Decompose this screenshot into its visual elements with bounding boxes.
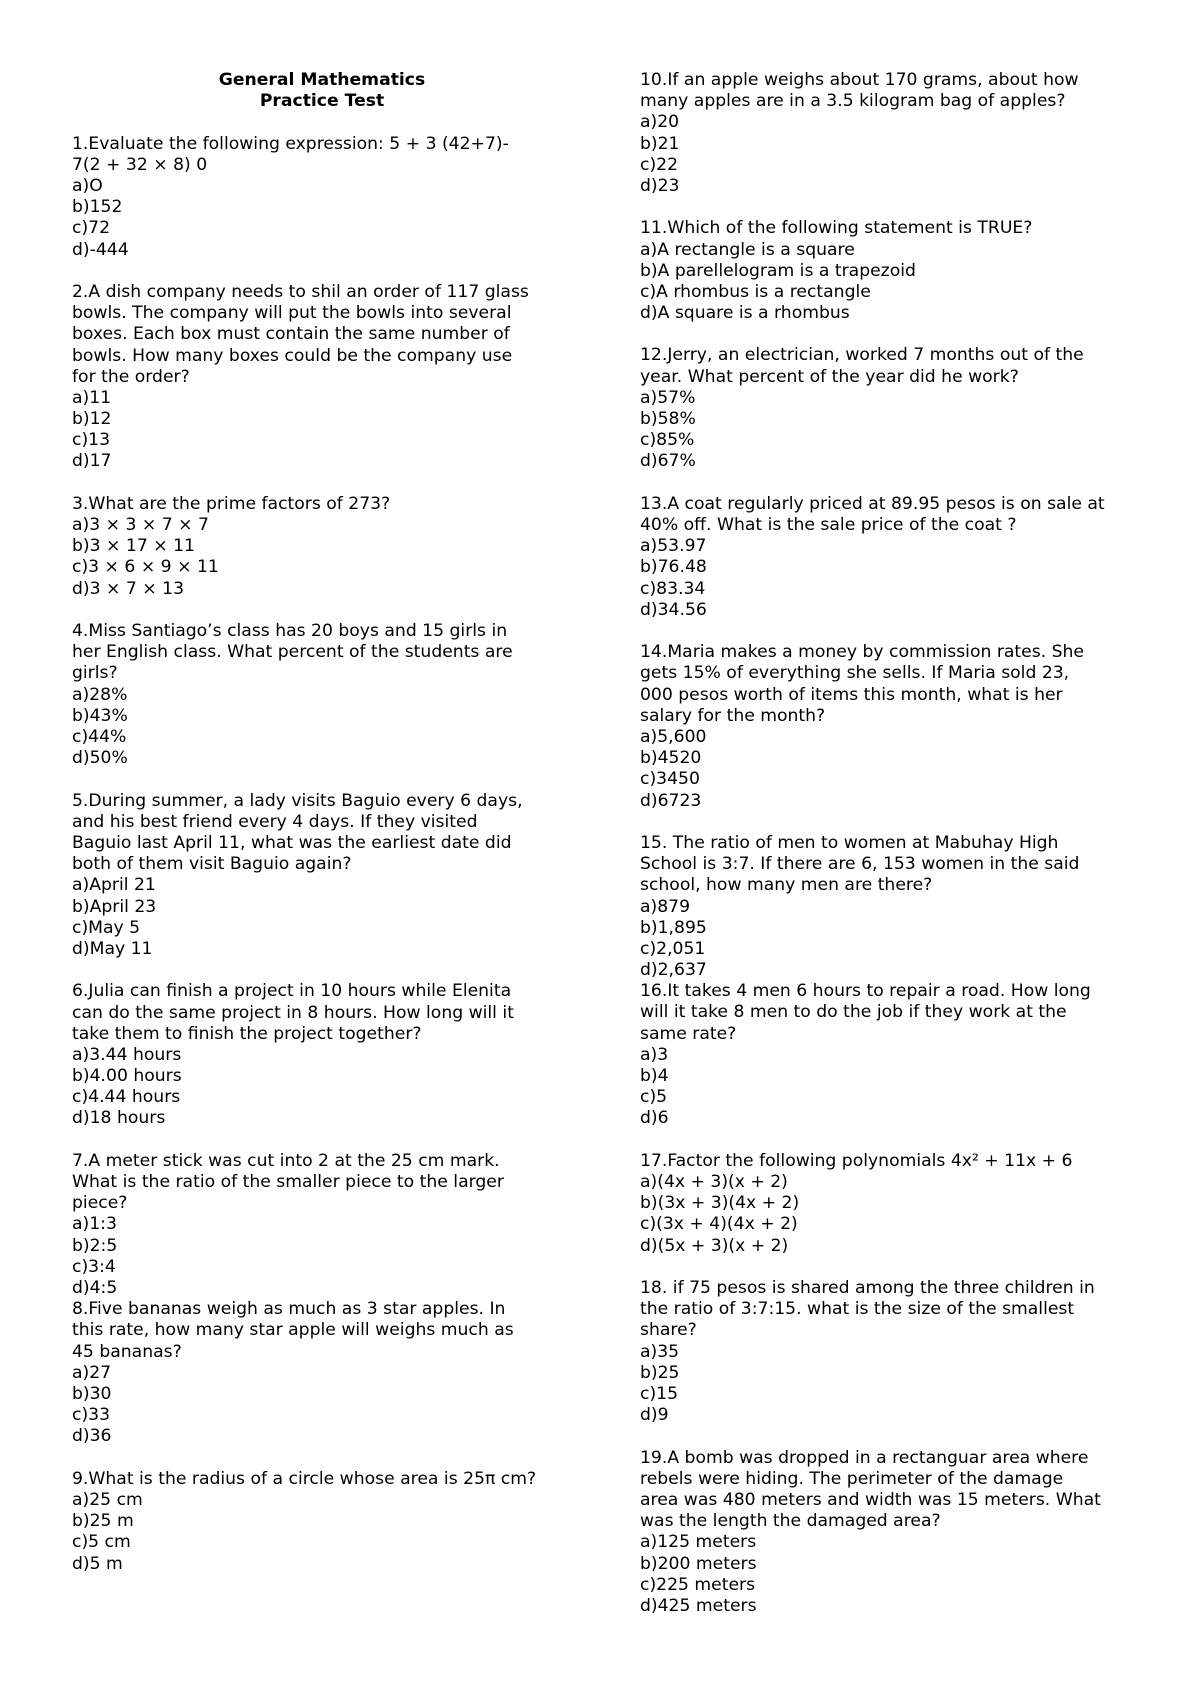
answer-choice: c)5 — [640, 1087, 668, 1108]
question-text: 4.Miss Santiago’s class has 20 boys and 15 girls in her English class. What percent of the students are girls? — [72, 621, 513, 684]
question-text: 3.What are the prime factors of 273? — [72, 493, 391, 514]
spacer — [640, 812, 1140, 833]
question-block — [640, 1448, 1140, 1618]
question-text: 17.Factor the following polynomials 4x² + 11x + 6 — [640, 1150, 1073, 1171]
answer-choice: c)A rhombus is a rectangle — [640, 281, 871, 302]
answer-choice: a)April 21 — [72, 875, 156, 896]
answer-choice: b)12 — [72, 409, 112, 430]
answer-choice: b)1,895 — [640, 917, 707, 938]
answer-choice: a)11 — [72, 387, 112, 408]
answer-choice: a)879 — [640, 896, 691, 917]
question-block — [640, 345, 1140, 472]
answer-choice: a)3.44 hours — [72, 1044, 182, 1065]
question-text: 12.Jerry, an electrician, worked 7 months out of the year. What percent of the year did he work? — [640, 345, 1084, 387]
question-block — [640, 981, 1140, 1129]
question-block — [72, 282, 572, 473]
answer-choice: d)9 — [640, 1405, 669, 1426]
question-text: 1.Evaluate the following expression: 5 + 3 (42+7)- 7(2 + 32 × 8) 0 — [72, 133, 509, 175]
answer-choice: b)25 — [640, 1362, 680, 1383]
question-text: 2.A dish company needs to shil an order of 117 glass bowls. The company will put the bowls into several boxes. Each box must contain the same number of bowls. How many boxes could be the company use for the order? — [72, 281, 529, 387]
document-title: General Mathematics — [218, 70, 426, 90]
spacer — [640, 621, 1140, 642]
answer-choice: b)4520 — [640, 748, 702, 769]
question-block — [72, 494, 572, 600]
document-subtitle: Practice Test — [259, 91, 385, 112]
spacer — [640, 1130, 1140, 1151]
spacer — [640, 473, 1140, 494]
answer-choice: b)152 — [72, 197, 123, 218]
spacer — [72, 261, 572, 282]
answer-choice: c)2,051 — [640, 938, 706, 959]
answer-choice: d)425 meters — [640, 1595, 757, 1616]
spacer — [72, 112, 572, 133]
answer-choice: d)May 11 — [72, 938, 153, 959]
answer-choice: d)2,637 — [640, 960, 707, 981]
question-text: 18. if 75 pesos is shared among the three children in the ratio of 3:7:15. what is the size of the smallest share? — [640, 1277, 1095, 1341]
spacer — [72, 600, 572, 621]
answer-choice: b)4.00 hours — [72, 1066, 182, 1087]
answer-choice: d)5 m — [72, 1553, 123, 1574]
answer-choice: c)225 meters — [640, 1574, 756, 1595]
left-column — [72, 70, 572, 1575]
answer-choice: b)2:5 — [72, 1235, 118, 1256]
answer-choice: b)25 m — [72, 1511, 134, 1532]
answer-choice: b)A parellelogram is a trapezoid — [640, 260, 916, 281]
answer-choice: a)20 — [640, 112, 680, 133]
question-text: 10.If an apple weighs about 170 grams, about how many apples are in a 3.5 kilogram bag of apples? — [640, 70, 1079, 112]
answer-choice: c)5 cm — [72, 1532, 131, 1553]
answer-choice: b)4 — [640, 1066, 669, 1087]
answer-choice: d)6 — [640, 1108, 669, 1129]
answer-choice: d)23 — [640, 175, 680, 196]
question-block — [640, 494, 1140, 621]
answer-choice: a)125 meters — [640, 1532, 757, 1553]
question-block — [72, 1299, 572, 1447]
answer-choice: c)44% — [72, 726, 127, 747]
question-text: 7.A meter stick was cut into 2 at the 25 cm mark. What is the ratio of the smaller piece to the larger piece? — [72, 1150, 504, 1214]
answer-choice: b)(3x + 3)(4x + 2) — [640, 1193, 800, 1214]
question-text: 13.A coat regularly priced at 89.95 pesos is on sale at 40% off. What is the sale price of the coat ? — [640, 493, 1105, 536]
question-text: 9.What is the radius of a circle whose area is 25π cm? — [72, 1468, 537, 1489]
spacer — [72, 960, 572, 981]
question-block — [72, 1469, 572, 1575]
answer-choice: d)(5x + 3)(x + 2) — [640, 1235, 789, 1256]
answer-choice: a)3 — [640, 1044, 669, 1065]
answer-choice: c)3450 — [640, 769, 700, 790]
spacer — [640, 1257, 1140, 1278]
answer-choice: a)(4x + 3)(x + 2) — [640, 1172, 788, 1193]
answer-choice: c)3 × 6 × 9 × 11 — [72, 557, 219, 578]
answer-choice: b)76.48 — [640, 557, 707, 578]
answer-choice: a)25 cm — [72, 1489, 143, 1510]
answer-choice: a)3 × 3 × 7 × 7 — [72, 515, 209, 536]
question-block — [640, 1278, 1140, 1426]
question-block — [72, 134, 572, 261]
right-question-list — [640, 70, 1140, 1617]
question-text: 15. The ratio of men to women at Mabuhay High School is 3:7. If there are 6, 153 women in the said school, how many men are there? — [640, 832, 1080, 896]
answer-choice: b)3 × 17 × 11 — [72, 536, 195, 557]
answer-choice: d)4:5 — [72, 1278, 118, 1299]
answer-choice: d)18 hours — [72, 1108, 166, 1129]
answer-choice: d)3 × 7 × 13 — [72, 578, 185, 599]
answer-choice: c)4.44 hours — [72, 1087, 181, 1108]
question-block — [72, 981, 572, 1129]
answer-choice: c)83.34 — [640, 578, 706, 599]
answer-choice: a)28% — [72, 684, 128, 705]
question-block — [72, 1151, 572, 1299]
answer-choice: c)3:4 — [72, 1256, 116, 1277]
spacer — [640, 197, 1140, 218]
answer-choice: d)-444 — [72, 239, 129, 260]
answer-choice: a)57% — [640, 387, 696, 408]
answer-choice: c)33 — [72, 1405, 111, 1426]
answer-choice: c)15 — [640, 1383, 679, 1404]
answer-choice: b)April 23 — [72, 896, 157, 917]
spacer — [72, 1448, 572, 1469]
question-text: 8.Five bananas weigh as much as 3 star apples. In this rate, how many star apple will weighs much as 45 bananas? — [72, 1299, 514, 1362]
answer-choice: a)27 — [72, 1362, 112, 1383]
answer-choice: a)O — [72, 175, 103, 196]
title-block — [72, 70, 572, 112]
spacer — [640, 1426, 1140, 1447]
answer-choice: a)A rectangle is a square — [640, 239, 855, 260]
question-text: 11.Which of the following statement is TRUE? — [640, 218, 1033, 239]
answer-choice: b)30 — [72, 1384, 112, 1404]
question-block — [72, 621, 572, 769]
question-block — [640, 218, 1140, 324]
right-column — [640, 70, 1140, 1617]
answer-choice: c)13 — [72, 430, 111, 451]
answer-choice: b)43% — [72, 705, 128, 726]
answer-choice: d)67% — [640, 451, 696, 472]
question-text: 6.Julia can finish a project in 10 hours while Elenita can do the same project in 8 hours. How long will it take them to finish the project together? — [72, 981, 514, 1044]
question-block — [640, 833, 1140, 981]
question-text: 5.During summer, a lady visits Baguio every 6 days, and his best friend every 4 days. If they visited Baguio last April 11, what was the earliest date did both of them visit Baguio again? — [72, 790, 523, 875]
question-block — [640, 70, 1140, 197]
answer-choice: a)5,600 — [640, 726, 707, 747]
answer-choice: b)58% — [640, 409, 696, 430]
answer-choice: c)72 — [72, 218, 111, 239]
answer-choice: a)53.97 — [640, 536, 707, 557]
question-block — [72, 791, 572, 961]
question-block — [640, 1151, 1140, 1257]
answer-choice: d)6723 — [640, 790, 702, 811]
spacer — [72, 473, 572, 494]
answer-choice: c)(3x + 4)(4x + 2) — [640, 1214, 798, 1235]
spacer — [72, 769, 572, 790]
question-text: 14.Maria makes a money by commission rates. She gets 15% of everything she sells. If Maria sold 23, 000 pesos worth of items this month, what is her salary for the month? — [640, 642, 1084, 726]
answer-choice: a)1:3 — [72, 1214, 117, 1235]
question-block — [640, 642, 1140, 812]
question-text: 19.A bomb was dropped in a rectanguar area where rebels were hiding. The perimeter of the damage area was 480 meters and width was 15 meters. What was the length the damaged area? — [640, 1447, 1101, 1532]
spacer — [72, 1130, 572, 1151]
question-text: 16.It takes 4 men 6 hours to repair a road. How long will it take 8 men to do the job if they work at the same rate? — [640, 981, 1091, 1044]
answer-choice: d)34.56 — [640, 599, 707, 620]
answer-choice: c)May 5 — [72, 917, 141, 938]
left-question-list — [72, 134, 572, 1575]
answer-choice: d)17 — [72, 451, 112, 472]
answer-choice: c)22 — [640, 154, 679, 175]
answer-choice: c)85% — [640, 430, 695, 451]
answer-choice: d)50% — [72, 748, 128, 769]
answer-choice: b)21 — [640, 133, 680, 154]
answer-choice: a)35 — [640, 1341, 680, 1362]
answer-choice: b)200 meters — [640, 1553, 757, 1574]
answer-choice: d)A square is a rhombus — [640, 303, 850, 324]
spacer — [640, 324, 1140, 345]
answer-choice: d)36 — [72, 1426, 112, 1447]
